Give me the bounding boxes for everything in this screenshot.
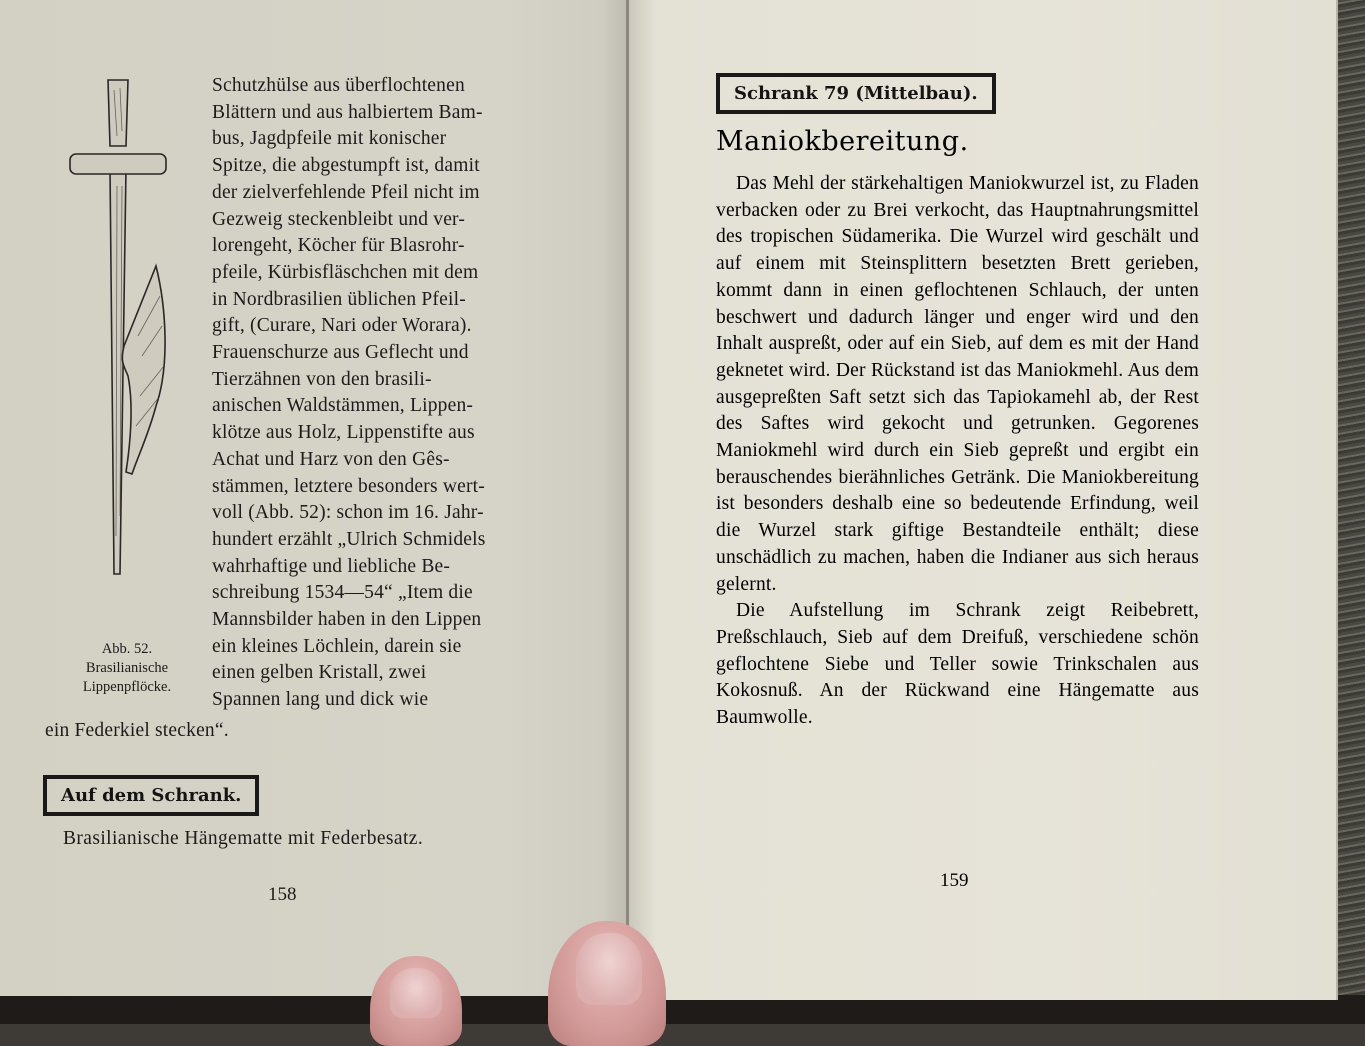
paragraph: Die Aufstellung im Schrank zeigt Reibebrett, Preßschlauch, Sieb auf dem Dreifuß, verschiedene schön geflochtene Siebe und Teller sowie Trinkschalen aus Kokosnuß. An der Rückwand eine Hängematte aus Baumwolle. bbox=[716, 600, 1199, 729]
left-line: Achat und Harz von den Gês- bbox=[212, 448, 450, 470]
left-line: in Nordbrasilien üblichen Pfeil- bbox=[212, 288, 466, 310]
left-page bbox=[0, 0, 628, 996]
thumb bbox=[548, 921, 666, 1046]
section-heading-box: Auf dem Schrank. bbox=[43, 775, 259, 816]
section-text: Brasilianische Hängematte mit Federbesatz. bbox=[63, 828, 424, 849]
fingernail bbox=[390, 968, 442, 1018]
lip-plug-illustration bbox=[62, 76, 172, 636]
left-line: Spannen lang und dick wie bbox=[212, 689, 429, 711]
left-line: der zielverfehlende Pfeil nicht im bbox=[212, 181, 480, 203]
left-line: Gezweig steckenbleibt und ver- bbox=[212, 208, 466, 230]
left-line: voll (Abb. 52): schon im 16. Jahr- bbox=[212, 502, 484, 524]
paragraph: Das Mehl der stärkehaltigen Maniokwurzel ist, zu Fladen verbacken oder zu Brei verkocht, das Hauptnahrungsmittel des tropischen Südamerika. Die Wurzel wird geschält und auf einem mit Steinsplittern besetzten Brett gerieben, kommt dann in einen geflochtenen Schlauch, der unten beschwert und dadurch länger und enger wird und den Inhalt auspreßt, oder auf ein Sieb, auf dem es mit der Hand geknetet wird. Der Rückstand ist das Maniokmehl. Aus dem ausgepreßten Saft setzt sich das Tapiokamehl ab, der Rest des Saftes wird gekocht und getrunken. Gegorenes Maniokmehl wird durch ein Sieb gepreßt und ergibt ein berauschendes bierähnliches Getränk. Die Maniokbereitung ist besonders deshalb eine so bedeutende Erfindung, weil die Wurzel stark giftige Bestandteile enthält; diese unschädlich zu machen, haben die Indianer aus sich heraus gelernt. bbox=[716, 173, 1199, 595]
figure-caption-line: Lippenpflöcke. bbox=[82, 679, 172, 695]
figure-caption bbox=[62, 640, 192, 697]
left-line: Spitze, die abgestumpft ist, damit bbox=[212, 155, 480, 177]
figure-caption-line: Brasilianische bbox=[85, 660, 169, 676]
left-line: wahrhaftige und liebliche Be- bbox=[212, 555, 451, 577]
left-body-text bbox=[212, 73, 537, 714]
figure-label: Abb. 52. bbox=[101, 641, 153, 657]
carpet-background bbox=[1335, 0, 1365, 1024]
left-line: lorengeht, Köcher für Blasrohr- bbox=[212, 235, 465, 257]
left-line: einen gelben Kristall, zwei bbox=[212, 662, 427, 684]
left-line: Schutzhülse aus überflochtenen bbox=[212, 75, 465, 96]
page-number-left: 158 bbox=[268, 884, 297, 905]
left-line: stämmen, letztere besonders wert- bbox=[212, 475, 485, 497]
left-line: Mannsbilder haben in den Lippen bbox=[212, 609, 482, 631]
holding-fingers bbox=[360, 918, 670, 1024]
left-tail-line: ein Federkiel stecken“. bbox=[45, 720, 229, 741]
book-gutter bbox=[626, 0, 629, 1000]
left-line: Frauenschurze aus Geflecht und bbox=[212, 342, 469, 364]
page-number-right: 159 bbox=[940, 870, 969, 891]
left-line: anischen Waldstämmen, Lippen- bbox=[212, 395, 474, 417]
finger-left bbox=[370, 956, 462, 1046]
left-line: hundert erzählt „Ulrich Schmidels bbox=[212, 528, 486, 550]
right-body-text bbox=[716, 171, 1199, 732]
left-line: bus, Jagdpfeile mit konischer bbox=[212, 128, 447, 150]
left-line: klötze aus Holz, Lippenstifte aus bbox=[212, 422, 475, 444]
cabinet-heading-box: Schrank 79 (Mittelbau). bbox=[716, 73, 996, 114]
left-line: Blättern und aus halbiertem Bam- bbox=[212, 101, 483, 123]
left-line: Tierzähnen von den brasili- bbox=[212, 368, 432, 390]
thumbnail bbox=[576, 933, 642, 1005]
left-line: gift, (Curare, Nari oder Worara). bbox=[212, 315, 472, 337]
left-line: pfeile, Kürbisfläschchen mit dem bbox=[212, 261, 479, 283]
left-line: ein kleines Löchlein, darein sie bbox=[212, 635, 462, 657]
chapter-title: Maniokbereitung. bbox=[716, 126, 969, 157]
left-line: schreibung 1534—54“ „Item die bbox=[212, 582, 473, 604]
